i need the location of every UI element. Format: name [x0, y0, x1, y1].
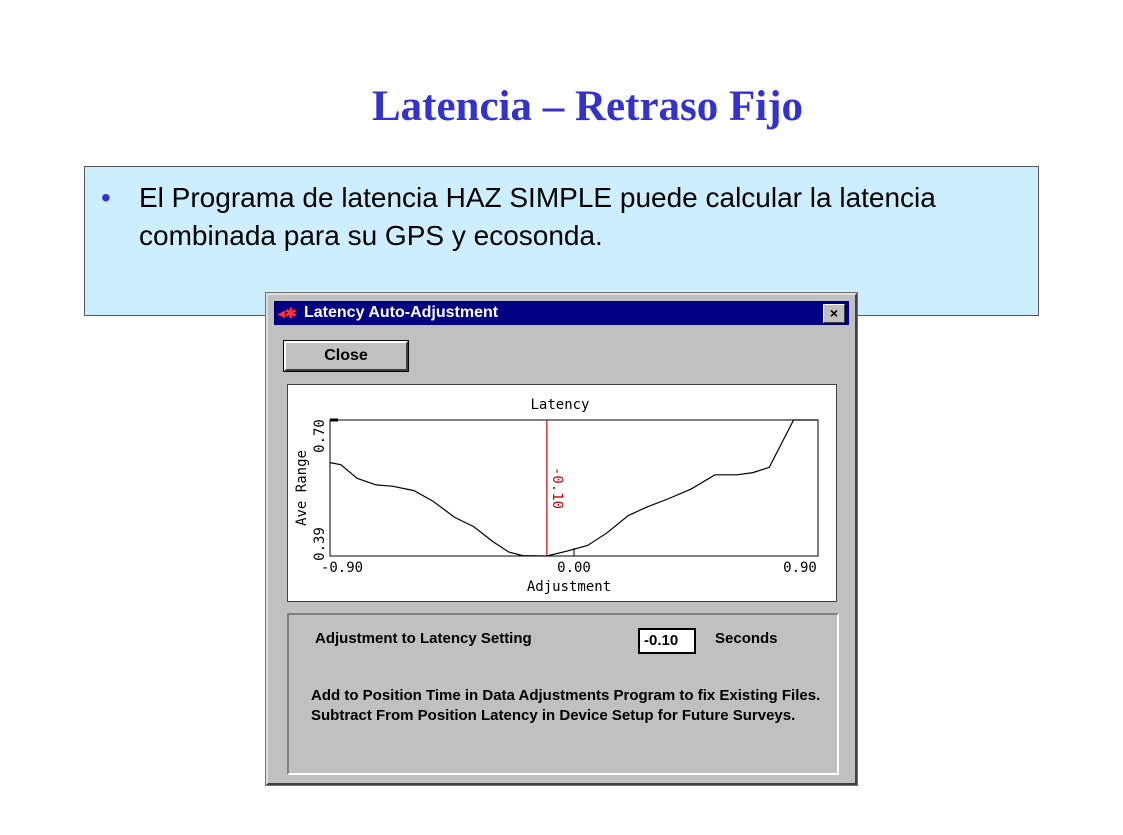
chart-series-line	[330, 420, 818, 556]
slide-title: Latencia – Retraso Fijo	[371, 83, 804, 130]
adjustment-note: Add to Position Time in Data Adjustments Program to fix Existing Files. Subtract From Position Latency in Device Setup for Future Surveys.	[311, 687, 821, 724]
chart-x-tick-label: 0.90	[783, 560, 817, 576]
bullet-text: El Programa de latencia HAZ SIMPLE puede calcular la latencia combinada para su GPS y ecosonda.	[139, 182, 936, 251]
bullet-item	[101, 179, 1001, 255]
adjustment-label: Adjustment to Latency Setting	[315, 630, 532, 647]
chart-marker-label: -0.10	[548, 466, 565, 510]
adjustment-unit: Seconds	[715, 630, 778, 647]
chart-y-axis-label: Ave Range	[294, 450, 310, 526]
chart-x-tick-label: 0.00	[557, 560, 591, 576]
dialog-title: Latency Auto-Adjustment	[304, 304, 499, 321]
latency-dialog	[266, 293, 857, 785]
chart-svg	[288, 385, 836, 601]
chart-x-tick-label: -0.90	[320, 560, 364, 576]
chart-x-axis-label: Adjustment	[526, 579, 612, 595]
chart-y-tick-label: 0.39	[312, 527, 328, 561]
close-button[interactable]: Close	[284, 341, 408, 371]
chart-y-tick-label: 0.70	[312, 419, 328, 453]
info-panel	[287, 613, 839, 775]
dialog-titlebar[interactable]	[274, 301, 849, 325]
bullet-marker: •	[101, 182, 111, 213]
close-icon[interactable]: ×	[823, 304, 845, 323]
adjustment-value-field[interactable]: -0.10	[638, 628, 696, 654]
app-icon: ◂✱	[278, 305, 297, 321]
chart-title: Latency	[530, 397, 590, 413]
latency-chart	[287, 384, 837, 602]
